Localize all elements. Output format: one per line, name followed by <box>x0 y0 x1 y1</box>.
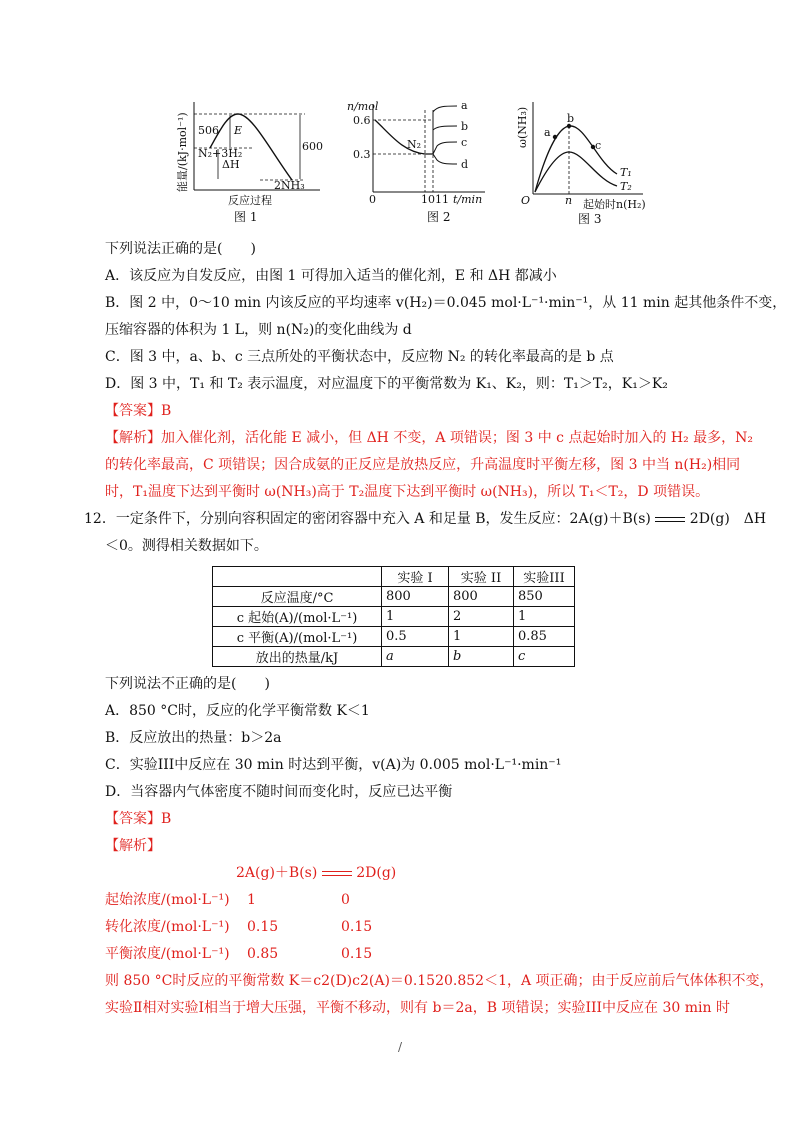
table-cell: b <box>449 647 514 667</box>
q12-data-table <box>212 566 575 667</box>
q12-explanation-line2: 实验Ⅱ相对实验Ⅰ相当于增大压强，平衡不移动，则有 b＝2a，B 项错误；实验III中反应在 30 min 时 <box>105 1000 730 1016</box>
page-number: / <box>398 1040 403 1054</box>
fig2-xlabel: t/min <box>453 193 483 206</box>
conc-row-equilibrium-a: 0.85 <box>247 946 279 962</box>
fig2-curve-c: c <box>461 136 468 149</box>
table-cell: 反应温度/°C <box>213 587 382 607</box>
fig3-point-c: c <box>595 139 602 152</box>
conc-row-change-a: 0.15 <box>247 919 279 935</box>
q12-explanation-line1: 则 850 °C时反应的平衡常数 K＝c2(D)c2(A)＝0.1520.852＜1，A 项正确；由于反应前后气体体积不变， <box>105 973 774 989</box>
fig2-curve-d: d <box>461 158 469 171</box>
equation-right: 2D(g) <box>356 865 397 881</box>
table-cell: 放出的热量/kJ <box>213 647 382 667</box>
equilibrium-arrow-icon <box>655 514 685 524</box>
fig3-ylabel: ω(NH₃) <box>516 106 529 148</box>
table-row <box>213 587 575 607</box>
fig2-y03: 0.3 <box>353 148 371 161</box>
table-row <box>213 607 575 627</box>
q11-option-d: D．图 3 中，T₁ 和 T₂ 表示温度，对应温度下的平衡常数为 K₁、K₂，则：T₁＞T₂，K₁＞K₂ <box>105 376 668 392</box>
conc-row-equilibrium-d: 0.15 <box>341 946 373 962</box>
fig3-t1: T₁ <box>620 166 632 179</box>
fig1-xlabel: 反应过程 <box>228 194 272 207</box>
table-cell: 800 <box>449 587 514 607</box>
figure-2-moles-vs-time <box>345 100 495 205</box>
equilibrium-arrow-icon <box>322 868 352 878</box>
table-cell: a <box>382 647 449 667</box>
fig1-dh-label: ΔH <box>222 158 240 171</box>
fig3-point-a: a <box>544 126 551 139</box>
q12-equation <box>236 863 396 883</box>
conc-row-initial-a: 1 <box>247 892 256 908</box>
q11-explanation-line1: 【解析】加入催化剂，活化能 E 减小，但 ΔH 不变，A 项错误；图 3 中 c 点起始时加入的 H₂ 最多，N₂ <box>105 430 754 446</box>
figure-2-svg <box>345 100 495 205</box>
table-row <box>213 627 575 647</box>
fig1-ylabel: 能量/(kJ·mol⁻¹) <box>176 112 189 192</box>
q11-option-a: A．该反应为自发反应，由图 1 可得加入适当的催化剂，E 和 ΔH 都减小 <box>105 268 557 284</box>
fig2-x1011: 1011 <box>421 193 449 206</box>
q12-stem-part2: 2D(g) ΔH <box>689 511 767 527</box>
fig1-600: 600 <box>302 140 323 153</box>
table-cell: c 平衡(A)/(mol·L⁻¹) <box>213 627 382 647</box>
table-cell: c 起始(A)/(mol·L⁻¹) <box>213 607 382 627</box>
table-header: 实验 II <box>449 567 514 587</box>
table-cell: 0.85 <box>514 627 575 647</box>
figure-1-svg <box>170 100 330 205</box>
table-cell: c <box>514 647 575 667</box>
q11-option-c: C．图 3 中，a、b、c 三点所处的平衡状态中，反应物 N₂ 的转化率最高的是 b 点 <box>105 349 614 365</box>
fig3-t2: T₂ <box>620 180 632 193</box>
fig2-curve-b: b <box>461 120 469 133</box>
figure-1-energy-diagram <box>170 100 330 205</box>
fig1-506: 506 <box>198 124 219 137</box>
table-cell: 0.5 <box>382 627 449 647</box>
equation-left: 2A(g)＋B(s) <box>236 865 318 881</box>
conc-row-initial-d: 0 <box>341 892 350 908</box>
figure-3-nh3-fraction <box>513 96 653 211</box>
q12-option-c: C．实验III中反应在 30 min 时达到平衡，v(A)为 0.005 mol·L⁻¹·min⁻¹ <box>105 757 562 773</box>
fig1-reactants: N₂+3H₂ <box>198 147 243 160</box>
table-cell <box>213 567 382 587</box>
fig3-origin: O <box>521 194 531 207</box>
conc-row-change-d: 0.15 <box>341 919 373 935</box>
table-cell: 1 <box>514 607 575 627</box>
fig3-xlabel: 起始时n(H₂) <box>583 198 646 211</box>
fig2-caption: 图 2 <box>427 210 451 224</box>
q12-stem-line2: ＜0。测得相关数据如下。 <box>105 538 268 554</box>
q11-option-b-line2: 压缩容器的体积为 1 L，则 n(N₂)的变化曲线为 d <box>105 322 412 338</box>
q11-prompt: 下列说法正确的是( ) <box>105 241 256 257</box>
table-cell: 2 <box>449 607 514 627</box>
conc-row-change-label: 转化浓度/(mol·L⁻¹) <box>105 919 230 935</box>
q12-stem-line1 <box>84 509 766 529</box>
conc-row-initial-label: 起始浓度/(mol·L⁻¹) <box>105 892 230 908</box>
table-cell: 850 <box>514 587 575 607</box>
table-cell: 1 <box>449 627 514 647</box>
fig1-e-label: E <box>234 124 243 137</box>
q11-explanation-line2: 的转化率最高，C 项错误；因合成氨的正反应是放热反应，升高温度时平衡左移，图 3 中当 n(H₂)相同 <box>105 457 741 473</box>
q12-option-d: D．当容器内气体密度不随时间而变化时，反应已达平衡 <box>105 784 453 800</box>
q12-answer: 【答案】B <box>105 811 172 827</box>
fig2-x0: 0 <box>369 193 376 206</box>
q12-prompt: 下列说法不正确的是( ) <box>105 676 270 692</box>
q12-option-a: A．850 °C时，反应的化学平衡常数 K＜1 <box>105 703 370 719</box>
fig1-products: 2NH₃ <box>274 179 305 192</box>
table-cell: 1 <box>382 607 449 627</box>
q12-option-b: B．反应放出的热量：b＞2a <box>105 730 282 746</box>
fig3-caption: 图 3 <box>578 212 602 226</box>
q11-answer: 【答案】B <box>105 403 172 419</box>
table-header-row <box>213 567 575 587</box>
table-header: 实验 I <box>382 567 449 587</box>
q11-option-b-line1: B．图 2 中，0～10 min 内该反应的平均速率 v(H₂)＝0.045 mol·L⁻¹·min⁻¹，从 11 min 起其他条件不变， <box>105 295 787 311</box>
table-cell: 800 <box>382 587 449 607</box>
fig2-y06: 0.6 <box>353 114 371 127</box>
fig1-caption: 图 1 <box>234 210 258 224</box>
q12-explanation-title: 【解析】 <box>105 838 161 854</box>
conc-row-equilibrium-label: 平衡浓度/(mol·L⁻¹) <box>105 946 230 962</box>
fig3-point-b: b <box>567 112 575 125</box>
fig2-curve-a: a <box>461 99 468 112</box>
table-header: 实验III <box>514 567 575 587</box>
fig2-ylabel: n/mol <box>347 100 379 113</box>
fig3-xn: n <box>565 194 573 207</box>
figure-3-svg <box>513 96 653 211</box>
table-row <box>213 647 575 667</box>
q11-explanation-line3: 时，T₁温度下达到平衡时 ω(NH₃)高于 T₂温度下达到平衡时 ω(NH₃)，所以 T₁＜T₂，D 项错误。 <box>105 484 710 500</box>
q12-stem-part1: 12．一定条件下，分别向容积固定的密闭容器中充入 A 和足量 B，发生反应：2A(g)＋B(s) <box>84 511 651 527</box>
fig2-n2-label: N₂ <box>407 138 422 151</box>
